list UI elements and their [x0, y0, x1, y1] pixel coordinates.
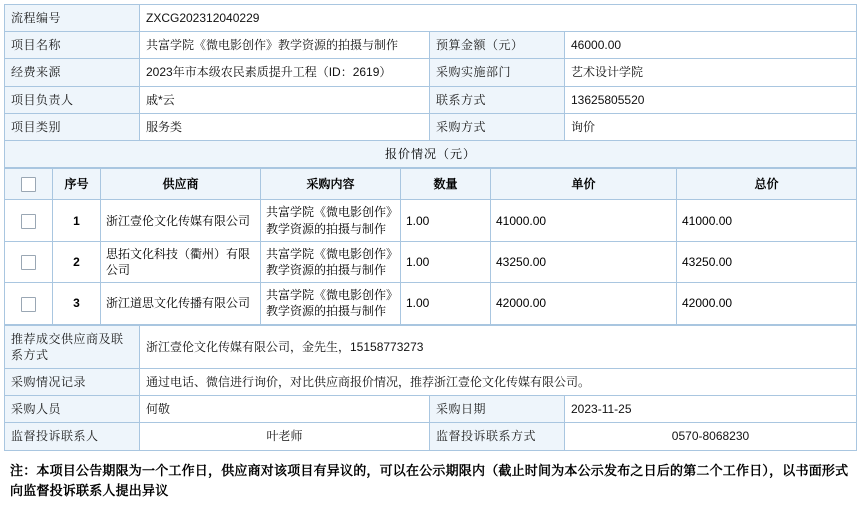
select-all-header	[5, 169, 53, 200]
column-header-index: 序号	[53, 169, 101, 200]
table-row	[5, 283, 857, 324]
row-total-price: 41000.00	[677, 200, 857, 241]
row-content: 共富学院《微电影创作》教学资源的拍摄与制作	[261, 200, 401, 241]
field-value-process-no: ZXCG202312040229	[140, 5, 857, 32]
table-row	[5, 59, 857, 86]
field-value-funding-source: 2023年市本级农民素质提升工程（ID：2619）	[140, 59, 430, 86]
row-index: 3	[53, 283, 101, 324]
row-select-cell	[5, 241, 53, 282]
field-value-buyer: 何敬	[140, 396, 430, 423]
field-label-date: 采购日期	[430, 396, 565, 423]
field-label-record: 采购情况记录	[5, 368, 140, 395]
field-value-manager: 戚*云	[140, 86, 430, 113]
field-label-process-no: 流程编号	[5, 5, 140, 32]
table-row	[5, 368, 857, 395]
row-content: 共富学院《微电影创作》教学资源的拍摄与制作	[261, 283, 401, 324]
table-row	[5, 396, 857, 423]
field-label-recommend: 推荐成交供应商及联系方式	[5, 325, 140, 368]
row-supplier: 浙江壹伦文化传媒有限公司	[101, 200, 261, 241]
column-header-total-price: 总价	[677, 169, 857, 200]
table-row	[5, 32, 857, 59]
table-header-row	[5, 169, 857, 200]
row-index: 2	[53, 241, 101, 282]
field-value-contact: 13625805520	[565, 86, 857, 113]
row-checkbox[interactable]	[21, 297, 36, 312]
column-header-quantity: 数量	[401, 169, 491, 200]
field-value-budget: 46000.00	[565, 32, 857, 59]
field-label-category: 项目类别	[5, 113, 140, 140]
row-unit-price: 43250.00	[491, 241, 677, 282]
row-total-price: 42000.00	[677, 283, 857, 324]
table-row	[5, 5, 857, 32]
field-value-category: 服务类	[140, 113, 430, 140]
field-value-supervisor: 叶老师	[140, 423, 430, 450]
row-quantity: 1.00	[401, 283, 491, 324]
section-title-quotes: 报价情况（元）	[5, 140, 857, 167]
project-info-table	[4, 4, 857, 168]
row-content: 共富学院《微电影创作》教学资源的拍摄与制作	[261, 241, 401, 282]
field-label-method: 采购方式	[430, 113, 565, 140]
field-value-date: 2023-11-25	[565, 396, 857, 423]
field-value-project-name: 共富学院《微电影创作》教学资源的拍摄与制作	[140, 32, 430, 59]
field-label-supervisor: 监督投诉联系人	[5, 423, 140, 450]
table-row	[5, 325, 857, 368]
notice-text: 注：本项目公告期限为一个工作日，供应商对该项目有异议的，可以在公示期限内（截止时间为本公示发布之日后的第二个工作日），以书面形式向监督投诉联系人提出异议	[10, 462, 849, 499]
select-all-checkbox[interactable]	[21, 177, 36, 192]
field-label-supervisor-contact: 监督投诉联系方式	[430, 423, 565, 450]
row-select-cell	[5, 283, 53, 324]
column-header-unit-price: 单价	[491, 169, 677, 200]
field-value-record: 通过电话、微信进行询价，对比供应商报价情况，推荐浙江壹伦文化传媒有限公司。	[140, 368, 857, 395]
field-label-contact: 联系方式	[430, 86, 565, 113]
table-row	[5, 113, 857, 140]
field-label-funding-source: 经费来源	[5, 59, 140, 86]
row-supplier: 浙江道思文化传播有限公司	[101, 283, 261, 324]
table-row	[5, 86, 857, 113]
row-select-cell	[5, 200, 53, 241]
row-quantity: 1.00	[401, 241, 491, 282]
field-label-buyer: 采购人员	[5, 396, 140, 423]
row-checkbox[interactable]	[21, 255, 36, 270]
field-label-manager: 项目负责人	[5, 86, 140, 113]
row-unit-price: 41000.00	[491, 200, 677, 241]
field-value-method: 询价	[565, 113, 857, 140]
table-row	[5, 200, 857, 241]
row-quantity: 1.00	[401, 200, 491, 241]
result-info-table	[4, 325, 857, 451]
field-value-supervisor-contact: 0570-8068230	[565, 423, 857, 450]
table-row	[5, 423, 857, 450]
row-total-price: 43250.00	[677, 241, 857, 282]
field-label-project-name: 项目名称	[5, 32, 140, 59]
field-value-recommend: 浙江壹伦文化传媒有限公司，金先生，15158773273	[140, 325, 857, 368]
column-header-content: 采购内容	[261, 169, 401, 200]
field-label-department: 采购实施部门	[430, 59, 565, 86]
column-header-supplier: 供应商	[101, 169, 261, 200]
table-row	[5, 140, 857, 167]
row-checkbox[interactable]	[21, 214, 36, 229]
row-supplier: 思拓文化科技（衢州）有限公司	[101, 241, 261, 282]
row-index: 1	[53, 200, 101, 241]
row-unit-price: 42000.00	[491, 283, 677, 324]
field-label-budget: 预算金额（元）	[430, 32, 565, 59]
table-row	[5, 241, 857, 282]
quotes-table	[4, 168, 857, 324]
field-value-department: 艺术设计学院	[565, 59, 857, 86]
